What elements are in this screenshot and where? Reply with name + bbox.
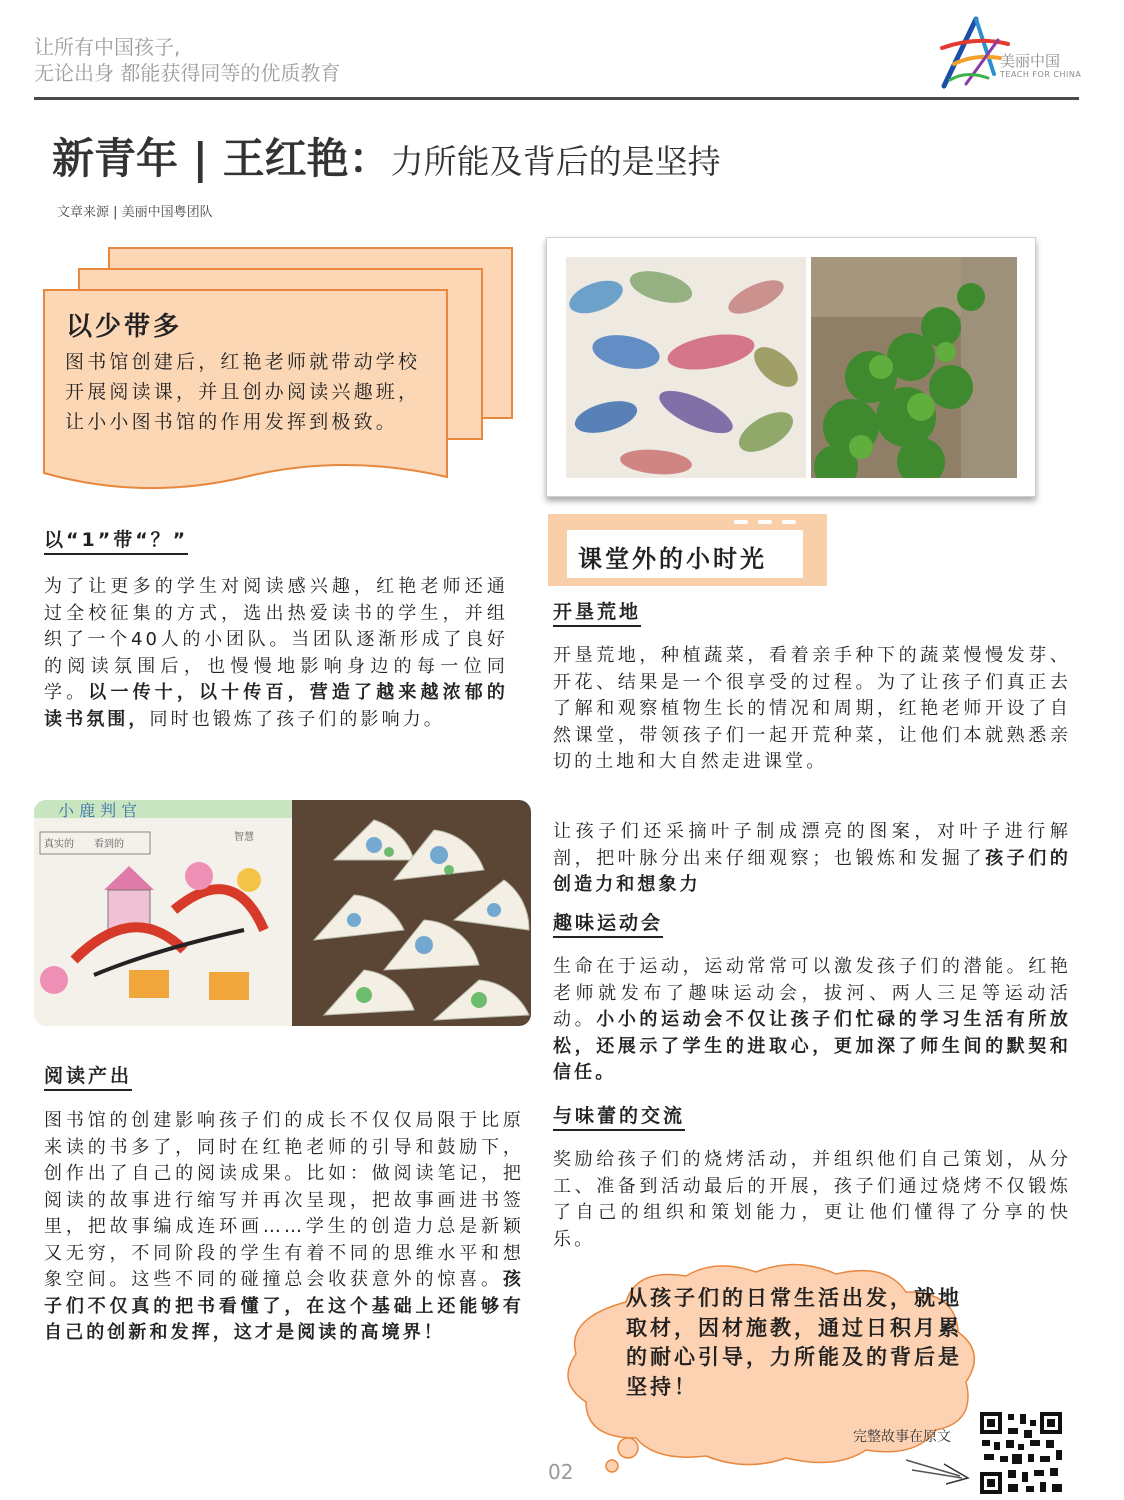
section-text-leaves (553, 819, 1071, 899)
section-text-one-to-many (44, 574, 508, 733)
section-text-wasteland: 开垦荒地，种植蔬菜，看着亲手种下的蔬菜慢慢发芽、开花、结果是一个很享受的过程。为了让孩子们真正去了解和观察植物生长的情况和周期，红艳老师开设了自然课堂，带领孩子们一起开荒种菜，让他们本就熟悉亲切的土地和大自然走进课堂。 (553, 645, 1071, 772)
section-text-reading-output (44, 1108, 524, 1347)
section-text-tail: 同时也锻炼了孩子们的影响力。 (149, 708, 445, 730)
section-heading-taste: 与味蕾的交流 (553, 1104, 685, 1131)
slogan-line-2: 无论出身 都能获得同等的优质教育 (34, 61, 341, 85)
section-text-part: 为了让更多的学生对阅读感兴趣，红艳老师还通过全校征集的方式，选出热爱读书的学生，并组织了一个40人的小团队。当团队逐渐形成了良好的阅读氛围后，也慢慢地影响身边的每一位同学。 (44, 576, 508, 703)
section-text-bold: 孩子们不仅真的把书看懂了，在这个基础上还能够有自己的创新和发挥，这才是阅读的高境界！ (44, 1269, 524, 1343)
section-text-part: 生命在于运动，运动常常可以激发孩子们的潜能。红艳老师就发布了趣味运动会，拔河、两人三足等运动活动。 (553, 956, 1071, 1030)
qr-caption: 完整故事在原文 (853, 1429, 951, 1445)
logo-name: 美丽中国 (1000, 52, 1061, 70)
section-heading-reading-output: 阅读产出 (44, 1064, 132, 1091)
section-text-bold: 孩子们的创造力和想象力 (553, 847, 1072, 895)
drawing-label-3: 智慧 (234, 832, 254, 843)
article-source: 文章来源 | 美丽中国粤团队 (57, 205, 213, 220)
section-text-bold: 小小的运动会不仅让孩子们忙碌的学习生活有所放松，还展示了学生的进取心，更加深了师生间的默契和信任。 (553, 1009, 1072, 1083)
section-text-part: 图书馆的创建影响孩子们的成长不仅仅局限于比原来读的书多了，同时在红艳老师的引导和鼓励下，创作出了自己的阅读成果。比如：做阅读笔记，把阅读的故事进行缩写并再次呈现，把故事画进书签里，把故事编成连环画……学生的创造力总是新颖又无穷，不同阶段的学生有着不同的思维水平和想象空间。这些不同的碰撞总会收获意外的惊喜。 (44, 1110, 524, 1290)
note-body: 图书馆创建后，红艳老师就带动学校开展阅读课，并且创办阅读兴趣班，让小小图书馆的作用发挥到极致。 (65, 351, 421, 433)
header-divider (34, 97, 1079, 100)
note-card (43, 289, 448, 501)
student-artwork-image (34, 800, 531, 1026)
slogan-line-1: 让所有中国孩子, (34, 35, 181, 59)
title-sub: 力所能及背后的是坚持 (390, 142, 721, 181)
page-title (52, 126, 721, 186)
student-artwork-photo (34, 800, 531, 1026)
section-text-part: 让孩子们还采摘叶子制成漂亮的图案，对叶子进行解剖，把叶脉分出来仔细观察；也锻炼和发掘了 (553, 821, 1071, 869)
page-number: 02 (548, 1460, 574, 1484)
section-tag-label: 课堂外的小时光 (578, 545, 767, 573)
qr-code-icon[interactable] (978, 1410, 1064, 1496)
drawing-title: 小 鹿 判 官 (58, 801, 138, 820)
section-heading-sports: 趣味运动会 (553, 911, 663, 938)
leaf-print-photo (566, 257, 806, 478)
section-text-taste: 奖励给孩子们的烧烤活动，并组织他们自己策划，从分工、准备到活动最后的开展，孩子们通过烧烤不仅锻炼了自己的组织和策划能力，更让他们懂得了分享的快乐。 (553, 1149, 1071, 1250)
logo-subtitle: TEACH FOR CHINA (1000, 70, 1082, 79)
drawing-label-1: 真实的 (44, 839, 74, 850)
drawing-label-2: 看到的 (94, 839, 124, 850)
section-heading-one-to-many: 以“1”带“？” (44, 528, 188, 555)
leaf-print-image (566, 257, 806, 478)
title-main: 新青年 | 王红艳： (52, 134, 391, 183)
garden-photo (811, 257, 1017, 478)
tag-dots-icon (732, 518, 800, 526)
section-text-bold: 以一传十，以十传百，营造了越来越浓郁的读书氛围， (44, 682, 508, 730)
cloud-text: 从孩子们的日常生活出发，就地取材，因材施教，通过日积月累的耐心引导，力所能及的背后是坚持！ (626, 1286, 962, 1399)
note-heading: 以少带多 (66, 312, 183, 342)
header-slogan (34, 34, 340, 86)
garden-image (811, 257, 1017, 478)
section-heading-wasteland: 开垦荒地 (553, 600, 641, 627)
section-text-sports (553, 954, 1071, 1087)
arrow-icon (902, 1452, 974, 1486)
